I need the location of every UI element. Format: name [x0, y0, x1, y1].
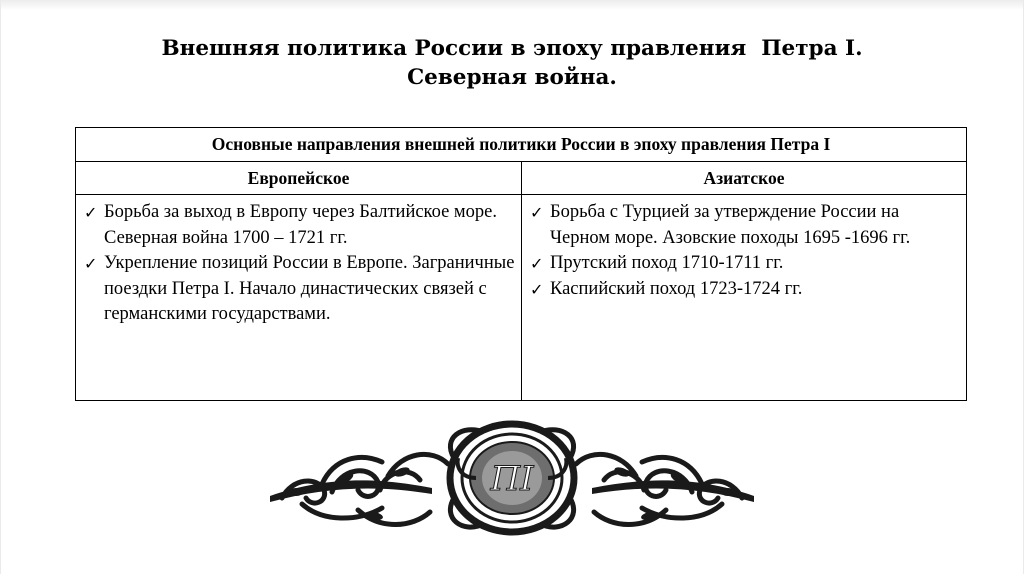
- list-item: [81, 200, 515, 251]
- table-body-row: [76, 195, 967, 401]
- table-caption-row: [76, 128, 967, 162]
- european-cell: [76, 195, 522, 401]
- asian-list: [522, 195, 966, 302]
- table-caption: Основные направления внешней политики России в эпоху правления Петра I: [76, 128, 967, 162]
- list-item: [527, 277, 960, 303]
- list-item-text: Каспийский поход 1723-1724 гг.: [550, 278, 803, 299]
- list-item-text: Борьба за выход в Европу через Балтийское море. Северная война 1700 – 1721 гг.: [104, 202, 497, 248]
- column-header-european: Европейское: [76, 162, 522, 195]
- checkmark-icon: ✓: [84, 254, 98, 273]
- european-list: [76, 195, 521, 328]
- slide-title-line-2: Северная война.: [407, 65, 617, 90]
- list-item: [527, 200, 960, 251]
- column-header-asian: Азиатское: [522, 162, 967, 195]
- checkmark-icon: ✓: [84, 203, 98, 222]
- baroque-ornament-image: [262, 418, 762, 542]
- list-item-text: Борьба с Турцией за утверждение России на Черном море. Азовские походы 1695 -1696 гг.: [550, 202, 911, 248]
- checkmark-icon: ✓: [530, 203, 544, 222]
- slide-title: [0, 34, 1024, 92]
- monogram-text: ПI: [490, 459, 534, 499]
- table-header-row: [76, 162, 967, 195]
- list-item-text: Укрепление позиций России в Европе. Заграничные поездки Петра I. Начало династических связей с германскими государствами.: [104, 253, 515, 324]
- checkmark-icon: ✓: [530, 279, 544, 299]
- slide-top-shadow: [0, 0, 1024, 10]
- list-item: [527, 251, 960, 277]
- slide-title-line-1: Внешняя политика России в эпоху правления Петра I.: [161, 36, 863, 61]
- foreign-policy-table: [75, 127, 967, 401]
- asian-cell: [522, 195, 967, 401]
- list-item: [81, 251, 515, 328]
- list-item-text: Прутский поход 1710-1711 гг.: [550, 253, 784, 273]
- checkmark-icon: ✓: [530, 254, 544, 273]
